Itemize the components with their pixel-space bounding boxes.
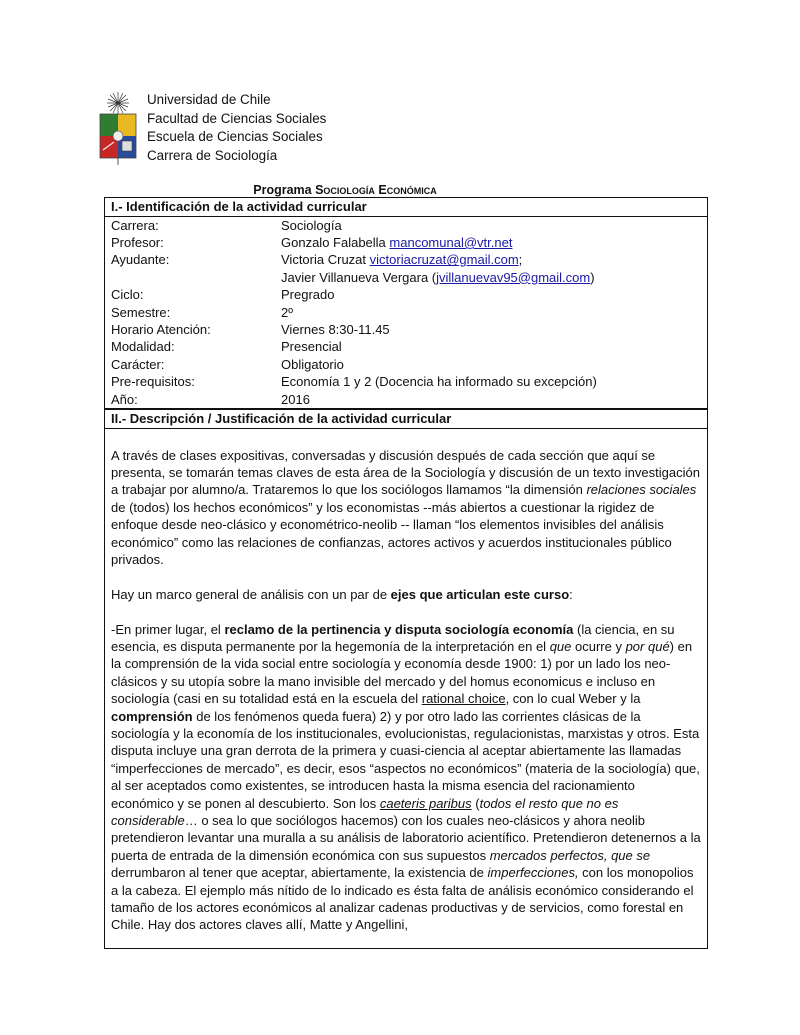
university-crest-icon [97,90,139,166]
row-label [111,269,281,286]
text-run: A través de clases expositivas, conversadas y discusión después de cada sección que aquí se presenta, se tomarán temas claves de esta área de la Sociología y discusión de un texto investigación a trabajar por alumno/a. Trataremos lo que los sociólogos llamamos “la dimensión [111,447,700,498]
career-name: Carrera de Sociología [147,147,278,163]
course-name: Sociología Económica [315,183,437,197]
identification-section [104,197,708,409]
table-row [111,338,701,355]
university-name: Universidad de Chile [147,92,271,107]
table-row [111,286,701,303]
faculty-name: Facultad de Ciencias Sociales [147,110,327,126]
description-section [104,409,708,949]
italic-underlined-run: caeteris paribus [379,795,472,811]
institution-names [147,91,326,165]
assistant-email-link[interactable]: victoriacruzat@gmail.com [369,252,519,268]
row-label: Modalidad: [111,339,175,355]
title-prefix: Programa [253,183,316,197]
table-row [111,304,701,321]
page-title [0,183,690,197]
row-label: Año: [111,391,138,407]
row-value [281,269,701,286]
table-row [111,217,701,234]
italic-run: por qué [625,638,670,654]
text-run: con los monopolios a la cabeza. El ejemplo más nítido de lo indicado es ésta falta de análisis económico considerando el tamaño de los actores económicos al analizar cadenas productivas y de servicios, como forestal en Chile. Hay dos actores claves allí, Matte y Angellini, [111,865,694,933]
separator: ) [590,269,595,285]
assistant-name: Victoria Cruzat [281,252,370,268]
text-run: ) en la comprensión de la vida social entre sociología y economía desde 1900: 1) por un lado los neo-clásicos y su utopía sobre la mano invisible del mercado y del homus economicus e incluso en sociología (casi en su totalidad está en la escuela del [111,638,693,707]
section-heading: I.- Identificación de la actividad curricular [105,198,707,217]
text-run: , con lo cual Weber y la [505,691,641,707]
text-run: Hay un marco general de análisis con un par de [111,586,391,602]
text-run: : [569,586,573,602]
row-label: Carácter: [111,356,165,372]
row-value: Pregrado [281,287,335,303]
row-value [281,251,701,268]
table-row [111,321,701,338]
bold-run: ejes que articulan este curso [390,586,570,602]
row-value: 2016 [281,391,310,407]
row-label: Pre-requisitos: [111,374,195,390]
table-row [111,373,701,390]
italic-run: que [549,638,572,654]
separator: ; [518,252,523,268]
description-body [105,429,707,934]
row-label: Carrera: [111,217,159,233]
underlined-run: rational choice [421,691,506,707]
professor-email-link[interactable]: mancomunal@vtr.net [389,234,513,250]
school-name: Escuela de Ciencias Sociales [147,129,323,144]
row-label: Semestre: [111,304,171,320]
italic-run: relaciones sociales [586,482,697,498]
row-label: Ciclo: [111,287,144,303]
text-run: de (todos) los hechos económicos” y los economistas --más abiertos a cuestionar la rigidez de enfoque desde neo-clásico y econométrico-neolib -- llaman “los elementos invisibles del análisis económico” como las relaciones de confianzas, actores activos y acuerdos institucionales público privados. [111,499,672,567]
text-run: -En primer lugar, el [111,621,225,637]
italic-run: todos el resto que no es considerable [111,795,619,828]
table-row [111,356,701,373]
row-value [281,234,701,251]
section-heading: II.- Descripción / Justificación de la actividad curricular [105,410,707,429]
table-row [111,251,701,268]
italic-run: mercados perfectos, que se [489,847,651,863]
text-run: (la ciencia, en su esencia, es disputa permanente por la hegemonía de la interpretación en el [111,621,675,654]
row-value: Presencial [281,339,342,355]
row-value: Economía 1 y 2 (Docencia ha informado su excepción) [281,374,597,390]
row-value: Obligatorio [281,356,344,372]
row-label: Profesor: [111,234,164,250]
bold-run: reclamo de la pertinencia y disputa sociología economía [224,621,574,637]
text-run: ocurre y [571,638,626,654]
bold-run: comprensión [111,708,193,724]
professor-name: Gonzalo Falabella [281,234,390,250]
text-run: … o sea lo que sociólogos hacemos) con los cuales neo-clásicos y ahora neolib pretendieron levantar una muralla a su análisis de laboratorio acientífico. Pretendieron detenernos a la puerta de entrada de la dimensión económica con sus supuestos [111,813,701,863]
row-label: Horario Atención: [111,321,211,337]
paragraph-first-axis [111,621,701,934]
identification-table [105,217,707,408]
institution-header [97,90,326,166]
table-row [111,269,701,286]
assistant-email-link[interactable]: jvillanuevav95@gmail.com [436,269,591,285]
text-run: derrumbaron al tener que aceptar, abiertamente, la existencia de [111,865,488,881]
paragraph-axes [111,586,701,603]
table-row [111,234,701,251]
text-run: de los fenómenos queda fuera) 2) y por otro lado las corrientes clásicas de la sociología y la economía de los institucionales, evolucionistas, regulacionistas, marxistas y otros. Esta disputa incluye una gran derrota de la primera y cuasi-ciencia al aceptar abiertamente las llamadas “imperfecciones de mercado”, es decir, esos “aspectos no económicos” (materia de la sociología) que, al ser aceptados como existentes, se introducen hasta la misma esencia del racionamiento económico y se ponen al descubierto. Son los [111,708,700,811]
row-label: Ayudante: [111,252,170,268]
assistant-name: Javier Villanueva Vergara ( [281,269,437,285]
row-value: Viernes 8:30-11.45 [281,321,390,337]
row-value: Sociología [281,217,342,233]
table-row [111,391,701,408]
text-run: ( [471,795,480,811]
paragraph-intro [111,447,701,569]
italic-run: imperfecciones, [487,865,579,881]
row-value: 2º [281,304,293,320]
